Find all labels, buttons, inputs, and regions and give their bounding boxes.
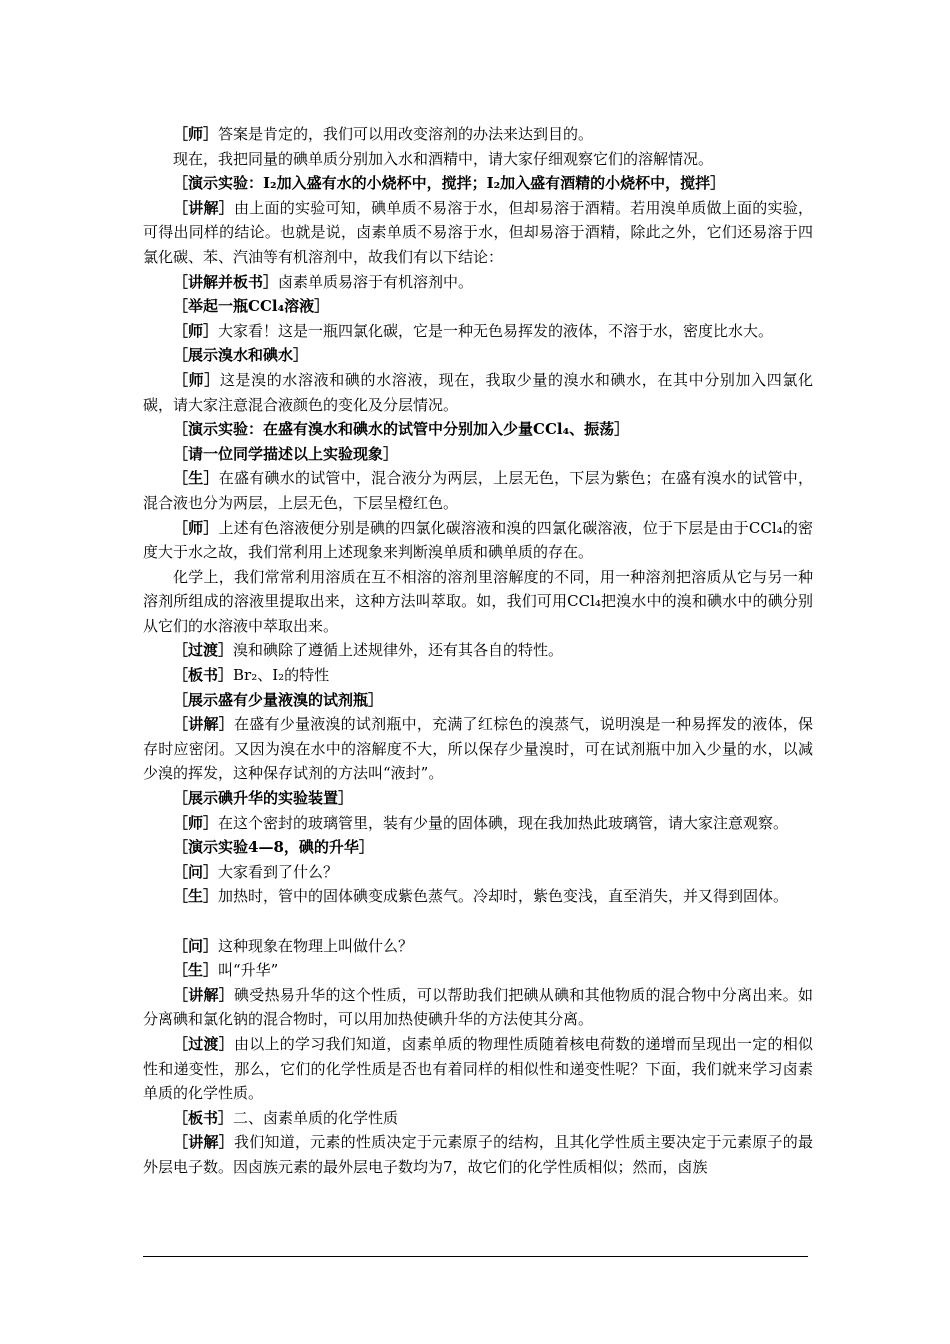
paragraph-text: 叫“升华” — [218, 961, 279, 980]
paragraph — [143, 516, 813, 565]
paragraph — [143, 565, 813, 639]
paragraph — [143, 417, 813, 442]
paragraph — [143, 466, 813, 515]
paragraph-text: 大家看到了什么？ — [218, 862, 339, 881]
paragraph-text: ［展示盛有少量液溴的试剂瓶］ — [173, 690, 384, 709]
paragraph-text: ［展示溴水和碘水］ — [173, 346, 309, 365]
paragraph-text: 答案是肯定的，我们可以用改变溶剂的办法来达到目的。 — [218, 125, 594, 143]
paragraph-text: 这是溴的水溶液和碘的水溶液，现在，我取少量的溴水和碘水，在其中分别加入四氯化碳，请大家注意混合液颜色的变化及分层情况。 — [143, 370, 813, 414]
paragraph — [143, 1106, 813, 1131]
speaker-tag: ［问］ — [173, 936, 219, 955]
paragraph-text: 大家看！这是一瓶四氯化碳，它是一种无色易挥发的液体，不溶于水，密度比水大。 — [218, 321, 774, 340]
paragraph-text: ［演示实验：在盛有溴水和碘水的试管中分别加入少量CCl₄、振荡］ — [173, 420, 630, 439]
speaker-tag: ［讲解］ — [173, 1133, 234, 1152]
speaker-tag: ［师］ — [173, 125, 219, 143]
paragraph-text: 溴和碘除了遵循上述规律外，还有其各自的特性。 — [233, 641, 564, 660]
paragraph — [143, 147, 813, 172]
paragraph-text: 化学上，我们常常利用溶质在互不相溶的溶剂里溶解度的不同，用一种溶剂把溶质从它与另一种溶剂所组成的溶液里提取出来，这种方法叫萃取。如，我们可用CCl₄把溴水中的溴和碘水中的碘分别从它们的水溶液中萃取出来。 — [143, 567, 813, 635]
paragraph-text: Br₂、I₂的特性 — [233, 666, 330, 685]
paragraph-text: ［举起一瓶CCl₄溶液］ — [173, 297, 330, 316]
paragraph — [143, 319, 813, 344]
speaker-tag: ［讲解］ — [173, 985, 234, 1004]
paragraph — [143, 1032, 813, 1106]
paragraph — [143, 196, 813, 270]
paragraph — [143, 958, 813, 983]
paragraph-text: ［展示碘升华的实验装置］ — [173, 789, 354, 808]
paragraph — [143, 688, 813, 713]
paragraph-text: 由以上的学习我们知道，卤素单质的物理性质随着核电荷数的递增而呈现出一定的相似性和递变性，那么，它们的化学性质是否也有着同样的相似性和递变性呢？下面，我们就来学习卤素单质的化学性质。 — [143, 1034, 813, 1103]
speaker-tag: ［板书］ — [173, 666, 234, 685]
paragraph — [143, 884, 813, 909]
paragraph-text: 加热时，管中的固体碘变成紫色蒸气。冷却时，紫色变浅，直至消失，并又得到固体。 — [218, 887, 789, 906]
speaker-tag: ［讲解并板书］ — [173, 272, 279, 291]
speaker-tag: ［板书］ — [173, 1108, 234, 1127]
paragraph-text: 这种现象在物理上叫做什么？ — [218, 936, 414, 955]
paragraph-text: 上述有色溶液便分别是碘的四氯化碳溶液和溴的四氯化碳溶液，位于下层是由于CCl₄的密度大于水之故，我们常利用上述现象来判断溴单质和碘单质的存在。 — [143, 518, 813, 562]
paragraph-text: 我们知道，元素的性质决定于元素原子的结构，且其化学性质主要决定于元素原子的最外层电子数。因卤族元素的最外层电子数均为7，故它们的化学性质相似；然而，卤族 — [143, 1133, 813, 1176]
speaker-tag: ［师］ — [173, 370, 220, 389]
paragraph-text: 现在，我把同量的碘单质分别加入水和酒精中，请大家仔细观察它们的溶解情况。 — [173, 149, 714, 168]
paragraph — [143, 343, 813, 368]
paragraph-text: 由上面的实验可知，碘单质不易溶于水，但却易溶于酒精。若用溴单质做上面的实验，可得出同样的结论。也就是说，卤素单质不易溶于水，但却易溶于酒精，除此之外，它们还易溶于四氯化碳、苯、汽油等有机溶剂中，故我们有以下结论： — [143, 198, 813, 266]
speaker-tag: ［师］ — [173, 518, 219, 537]
paragraph — [143, 835, 813, 860]
speaker-tag: ［问］ — [173, 862, 219, 881]
paragraph — [143, 171, 813, 196]
speaker-tag: ［讲解］ — [173, 198, 234, 217]
paragraph — [143, 712, 813, 786]
paragraph — [143, 1130, 813, 1179]
paragraph-text: 在这个密封的玻璃管里，装有少量的固体碘，现在我加热此玻璃管，请大家注意观察。 — [218, 813, 789, 832]
paragraph — [143, 442, 813, 467]
paragraph-text: ［演示实验4—8，碘的升华］ — [173, 838, 374, 857]
paragraph — [143, 860, 813, 885]
paragraph-text: 二、卤素单质的化学性质 — [233, 1108, 399, 1127]
paragraph — [143, 663, 813, 688]
blank-line — [143, 909, 813, 934]
speaker-tag: ［生］ — [173, 961, 219, 980]
speaker-tag: ［生］ — [173, 887, 219, 906]
speaker-tag: ［师］ — [173, 813, 219, 832]
paragraph-text: 卤素单质易溶于有机溶剂中。 — [278, 272, 474, 291]
paragraph — [143, 983, 813, 1032]
speaker-tag: ［过渡］ — [173, 641, 234, 660]
footer-rule — [143, 1256, 808, 1257]
speaker-tag: ［过渡］ — [173, 1034, 234, 1053]
paragraph — [143, 786, 813, 811]
paragraph-text: 在盛有碘水的试管中，混合液分为两层，上层无色，下层为紫色；在盛有溴水的试管中，混合液也分为两层，上层无色，下层呈橙红色。 — [143, 469, 813, 512]
speaker-tag: ［讲解］ — [173, 715, 234, 734]
paragraph — [143, 122, 813, 147]
paragraph-text: 碘受热易升华的这个性质，可以帮助我们把碘从碘和其他物质的混合物中分离出来。如分离碘和氯化钠的混合物时，可以用加热使碘升华的方法使其分离。 — [143, 985, 813, 1029]
paragraph-text: 在盛有少量液溴的试剂瓶中，充满了红棕色的溴蒸气，说明溴是一种易挥发的液体，保存时应密闭。又因为溴在水中的溶解度不大，所以保存少量溴时，可在试剂瓶中加入少量的水，以减少溴的挥发，这种保存试剂的方法叫“液封”。 — [143, 715, 813, 783]
paragraph — [143, 638, 813, 663]
speaker-tag: ［师］ — [173, 321, 219, 340]
paragraph — [143, 934, 813, 959]
paragraph — [143, 811, 813, 836]
speaker-tag: ［生］ — [173, 469, 219, 488]
paragraph — [143, 294, 813, 319]
paragraph — [143, 270, 813, 295]
paragraph-text: ［演示实验：I₂加入盛有水的小烧杯中，搅拌；I₂加入盛有酒精的小烧杯中，搅拌］ — [173, 174, 726, 193]
paragraph-text: ［请一位同学描述以上实验现象］ — [173, 444, 399, 463]
document-body — [143, 122, 813, 1180]
paragraph — [143, 368, 813, 417]
